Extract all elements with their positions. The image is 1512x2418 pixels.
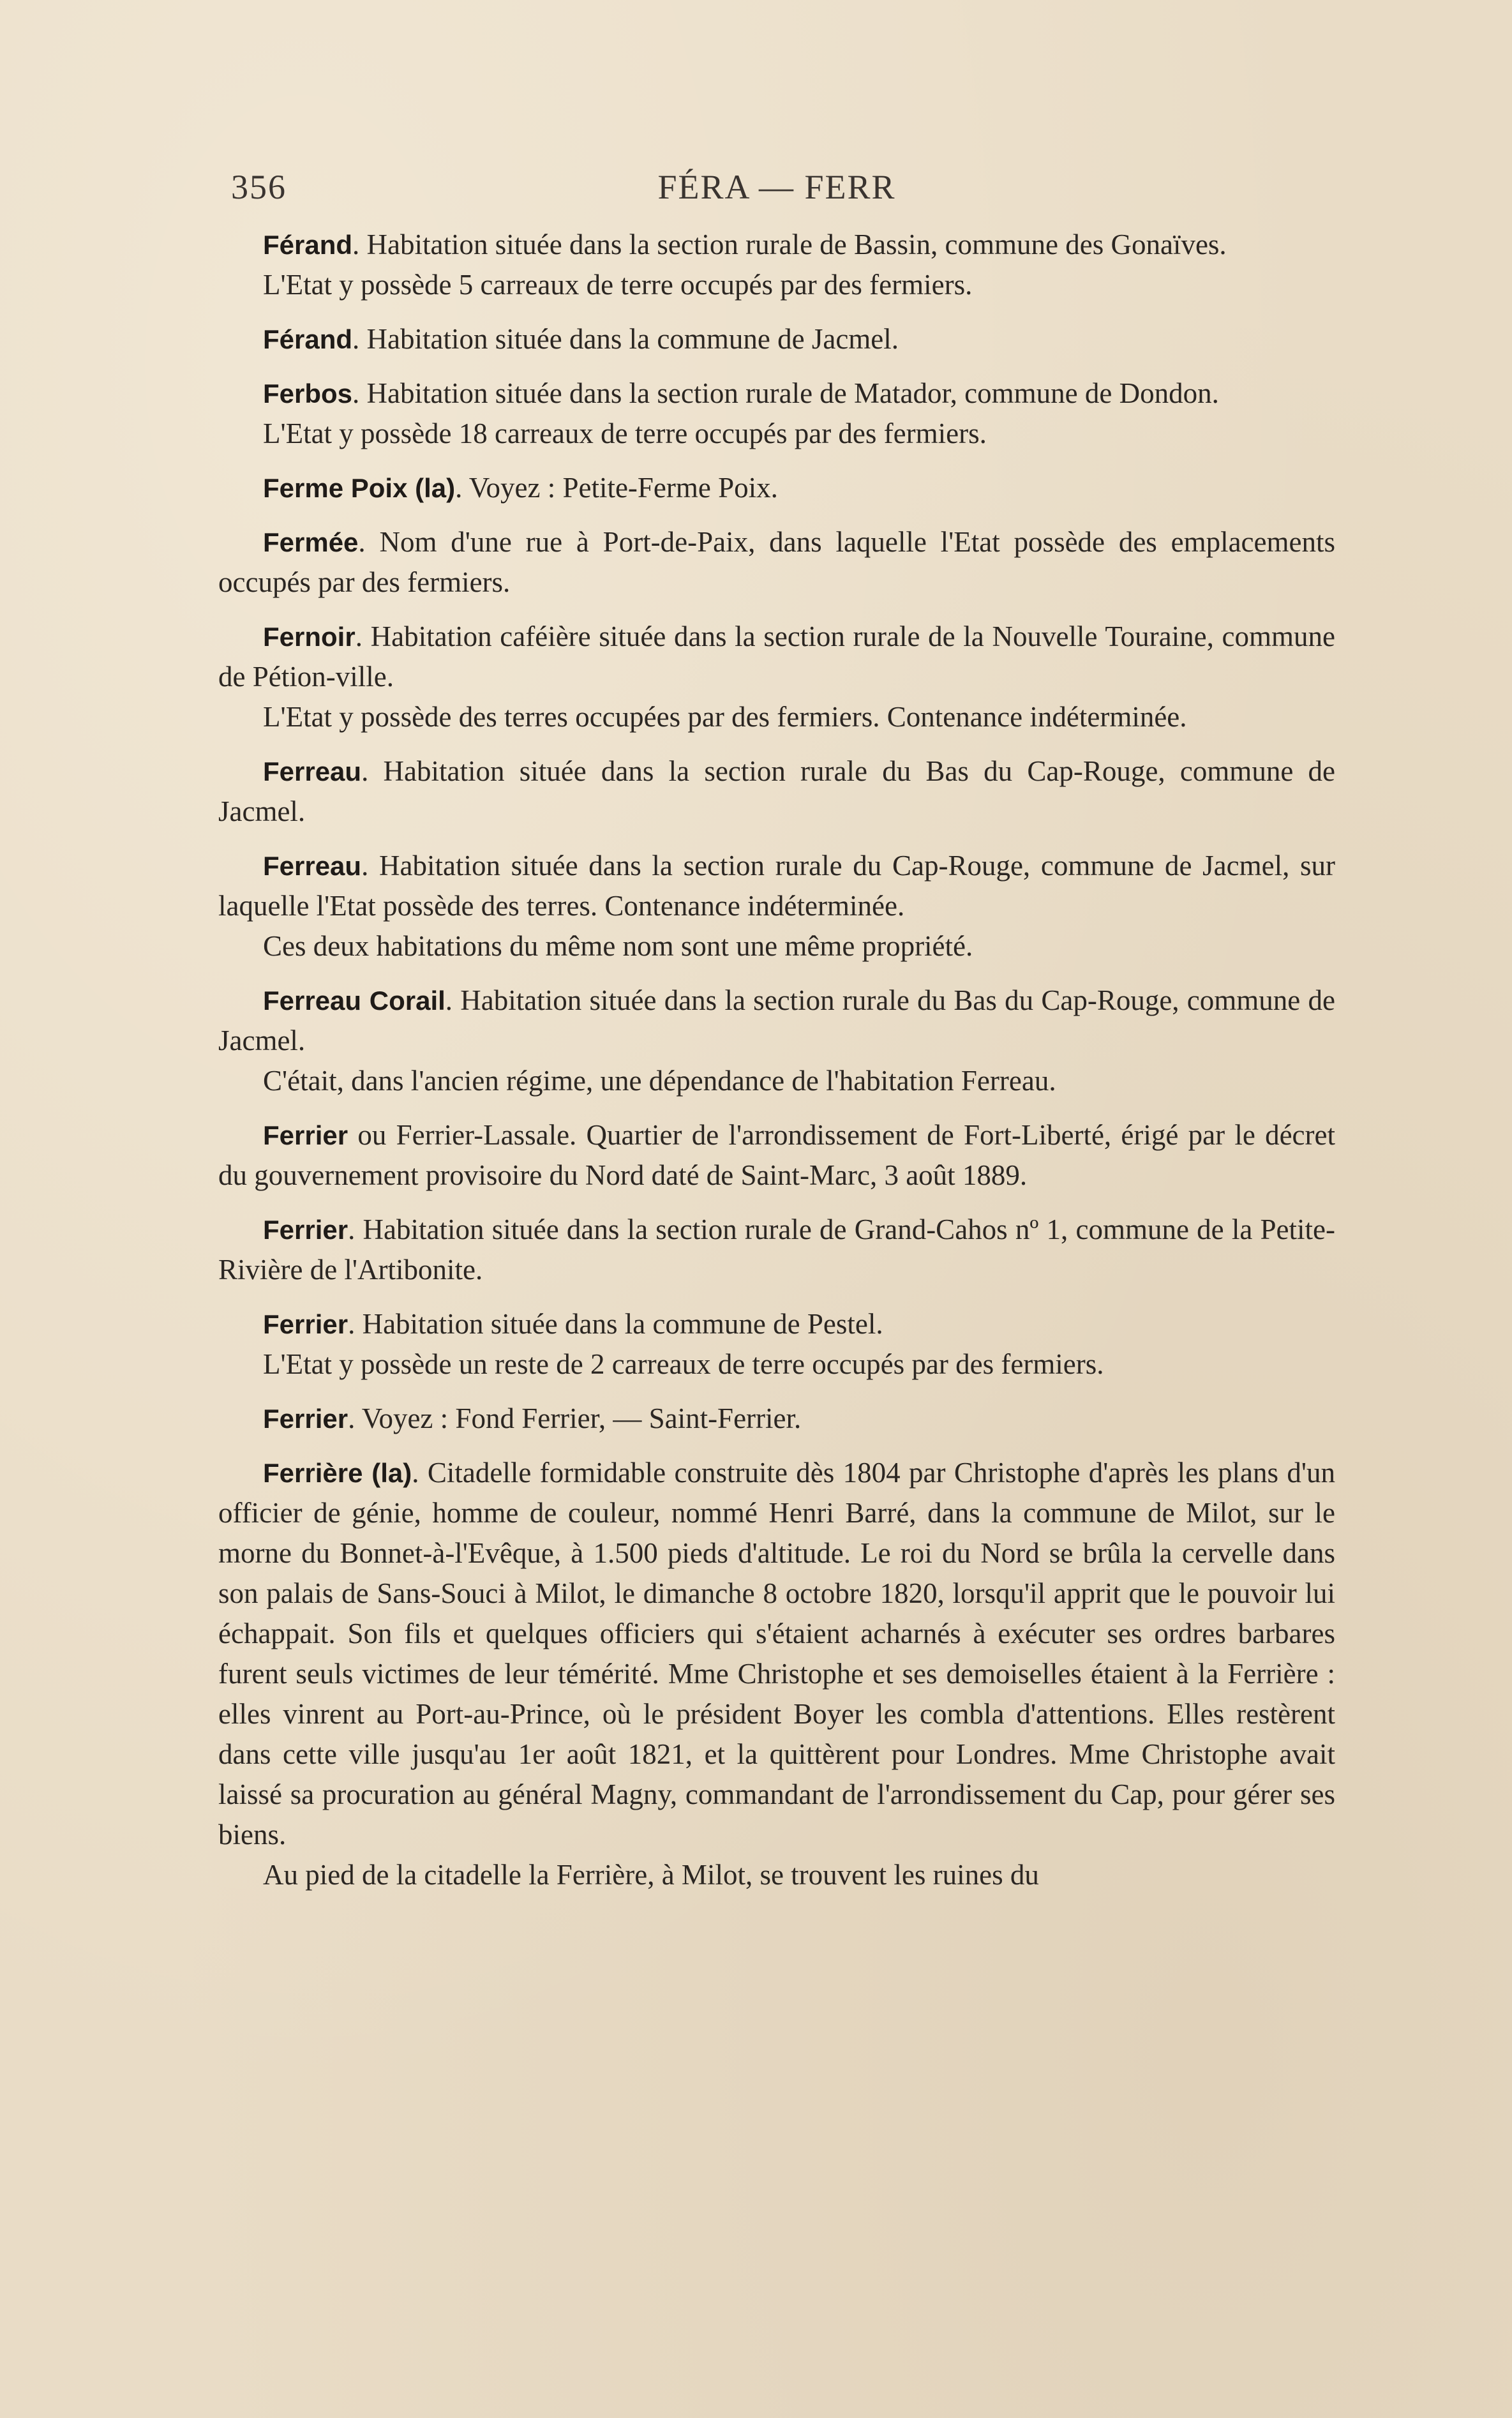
entry-paragraph <box>218 468 1335 508</box>
entry-continuation: L'Etat y possède 18 carreaux de terre occupés par des fermiers. <box>263 417 987 449</box>
dictionary-entry <box>218 1399 1335 1439</box>
entry-text: . Citadelle formidable construite dès 1804 par Christophe d'après les plans d'un officier de génie, homme de couleur, nommé Henri Barré, dans la commune de Milot, sur le morne du Bonnet-à-l'Evêque, à 1.500 pieds d'altitude. Le roi du Nord se brûla la cervelle dans son palais de Sans-Souci à Milot, le dimanche 8 octobre 1820, lorsqu'il apprit que le pouvoir lui échappait. Son fils et quelques officiers qui s'étaient acharnés à exécuter ses ordres barbares furent seuls victimes de leur témérité. Mme Christophe et ses demoiselles étaient à la Ferrière : elles vinrent au Port-au-Prince, où le président Boyer les combla d'attentions. Elles restèrent dans cette ville jusqu'au 1er août 1821, et la quittèrent pour Londres. Mme Christophe avait laissé sa procuration au général Magny, commandant de l'arrondissement du Cap, pour gérer ses biens. <box>218 1457 1335 1851</box>
entry-text: . Habitation située dans la section rurale du Bas du Cap-Rouge, commune de Jacmel. <box>218 984 1335 1056</box>
entry-continuation: Au pied de la citadelle la Ferrière, à Milot, se trouvent les ruines du <box>263 1859 1039 1891</box>
page-header <box>218 167 1335 212</box>
entry-text: . Nom d'une rue à Port-de-Paix, dans laquelle l'Etat possède des emplacements occupés par des fermiers. <box>218 526 1335 598</box>
dictionary-entry <box>218 373 1335 454</box>
page-number: 356 <box>231 168 287 206</box>
entry-text: . Habitation située dans la section rurale de Matador, commune de Dondon. <box>352 377 1219 409</box>
entry-paragraph <box>218 522 1335 603</box>
entry-continuation: Ces deux habitations du même nom sont une même propriété. <box>263 930 973 962</box>
entry-headword: Fernoir <box>263 622 356 652</box>
entry-continuation: C'était, dans l'ancien régime, une dépendance de l'habitation Ferreau. <box>263 1065 1056 1097</box>
entry-headword: Ferrier <box>263 1309 348 1339</box>
dictionary-entry <box>218 846 1335 966</box>
entry-paragraph <box>218 225 1335 265</box>
entry-headword: Ferreau <box>263 756 362 786</box>
entry-continuation: L'Etat y possède un reste de 2 carreaux de terre occupés par des fermiers. <box>263 1348 1104 1380</box>
entry-paragraph <box>218 1453 1335 1855</box>
dictionary-entry <box>218 1115 1335 1196</box>
entry-paragraph <box>218 319 1335 359</box>
entry-headword: Férand <box>263 324 353 354</box>
entry-text: . Habitation située dans la commune de Pestel. <box>348 1308 883 1340</box>
dictionary-entry <box>218 751 1335 832</box>
entry-headword: Ferrier <box>263 1404 348 1434</box>
dictionary-entry <box>218 1453 1335 1895</box>
dictionary-entry <box>218 225 1335 305</box>
entry-paragraph <box>218 980 1335 1061</box>
dictionary-entry <box>218 617 1335 737</box>
entry-headword: Ferreau Corail <box>263 986 445 1016</box>
entry-text: . Habitation située dans la commune de Jacmel. <box>352 323 899 355</box>
entry-text: ou Ferrier-Lassale. Quartier de l'arrondissement de Fort-Liberté, érigé par le décret du gouvernement provisoire du Nord daté de Saint-Marc, 3 août 1889. <box>218 1119 1335 1191</box>
dictionary-entry <box>218 468 1335 508</box>
entry-paragraph <box>218 1399 1335 1439</box>
entry-text: . Habitation située dans la section rurale du Cap-Rouge, commune de Jacmel, sur laquelle l'Etat possède des terres. Contenance indéterminée. <box>218 850 1335 922</box>
entry-text: . Habitation située dans la section rurale de Grand-Cahos nº 1, commune de la Petite-Rivière de l'Artibonite. <box>218 1213 1335 1286</box>
running-head: FÉRA — FERR <box>657 168 896 206</box>
entry-paragraph <box>218 751 1335 832</box>
dictionary-entry <box>218 522 1335 603</box>
entry-headword: Ferrier <box>263 1215 348 1245</box>
entry-paragraph <box>218 1115 1335 1196</box>
entry-text: . Habitation caféière située dans la section rurale de la Nouvelle Touraine, commune de Pétion-ville. <box>218 620 1335 693</box>
entry-text: . Habitation située dans la section rurale du Bas du Cap-Rouge, commune de Jacmel. <box>218 755 1335 827</box>
dictionary-entry <box>218 980 1335 1101</box>
entry-text: . Habitation située dans la section rurale de Bassin, commune des Gonaïves. <box>352 229 1227 260</box>
entry-paragraph <box>218 1304 1335 1344</box>
dictionary-entries <box>218 225 1335 1895</box>
entry-paragraph <box>218 1210 1335 1290</box>
entry-paragraph <box>218 617 1335 697</box>
dictionary-entry <box>218 1210 1335 1290</box>
dictionary-entry <box>218 319 1335 359</box>
entry-text: . Voyez : Petite-Ferme Poix. <box>455 472 778 504</box>
entry-headword: Ferrière (la) <box>263 1458 412 1488</box>
entry-continuation: L'Etat y possède des terres occupées par des fermiers. Contenance indéterminée. <box>263 701 1187 733</box>
entry-continuation: L'Etat y possède 5 carreaux de terre occupés par des fermiers. <box>263 269 973 301</box>
entry-headword: Ferrier <box>263 1120 348 1150</box>
entry-headword: Férand <box>263 230 353 260</box>
entry-headword: Fermée <box>263 527 359 557</box>
dictionary-entry <box>218 1304 1335 1385</box>
entry-headword: Ferreau <box>263 851 362 881</box>
entry-headword: Ferbos <box>263 379 353 409</box>
entry-paragraph <box>218 373 1335 414</box>
entry-text: . Voyez : Fond Ferrier, — Saint-Ferrier. <box>348 1402 802 1434</box>
entry-paragraph <box>218 846 1335 926</box>
entry-headword: Ferme Poix (la) <box>263 473 456 503</box>
book-page <box>218 167 1335 2261</box>
